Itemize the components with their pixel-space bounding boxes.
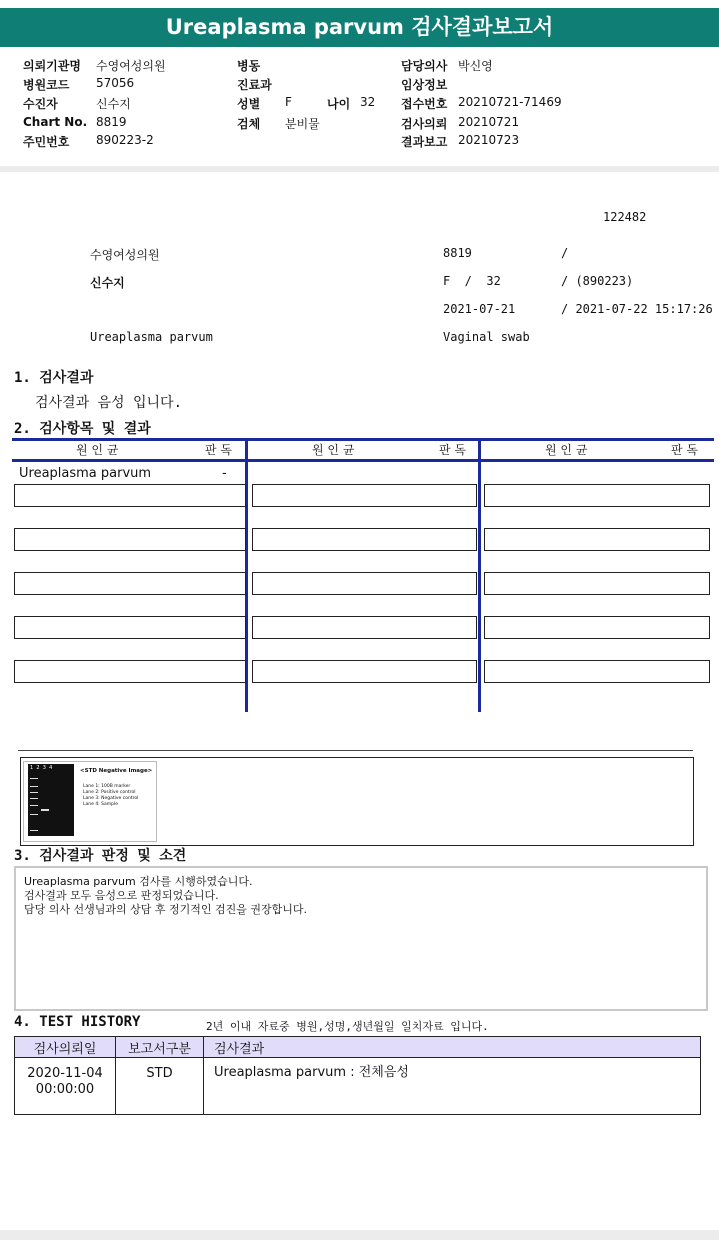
- report-patient: 신수지: [90, 276, 125, 290]
- result-cell-box: [252, 484, 477, 507]
- value-specimen: 분비물: [285, 117, 320, 131]
- result-cell-box: [14, 572, 246, 595]
- label-age: 나이: [327, 97, 351, 111]
- value-doctor: 박신영: [458, 59, 493, 73]
- label-doctor: 담당의사: [401, 59, 448, 73]
- report-test-name: Ureaplasma parvum: [90, 330, 213, 344]
- result-verdict: -: [222, 466, 227, 481]
- marker-band: [30, 786, 38, 787]
- report-slash: /: [561, 246, 569, 260]
- history-table-wrap: [14, 1036, 701, 1115]
- section2-title: 2. 검사항목 및 결과: [14, 421, 151, 437]
- gel-legend: [83, 784, 138, 808]
- col3-verdict-header: 판 독: [671, 443, 698, 457]
- report-chart: 8819: [443, 246, 472, 260]
- label-patient: 수진자: [23, 97, 58, 111]
- history-type: STD: [116, 1058, 204, 1115]
- section1-result: 검사결과 음성 입니다.: [35, 395, 183, 411]
- value-hospital-code: 57056: [96, 76, 135, 90]
- history-table: [14, 1036, 701, 1115]
- col3-organism-header: 원 인 균: [545, 443, 588, 457]
- value-resident-no: 890223-2: [96, 133, 154, 147]
- history-time: 00:00:00: [35, 1082, 95, 1097]
- value-request-date: 20210721: [458, 115, 520, 129]
- results-col-divider-2: [478, 438, 481, 712]
- gel-legend-item: Lane 3: Negative control: [83, 796, 139, 801]
- col2-verdict-header: 판 독: [439, 443, 466, 457]
- gel-top-rule: [18, 750, 693, 751]
- result-cell-box: [252, 572, 477, 595]
- history-date-cell: [15, 1058, 116, 1115]
- marker-band: [30, 805, 38, 806]
- result-cell-box: [484, 660, 710, 683]
- marker-band: [30, 798, 38, 799]
- history-header-type: 보고서구분: [116, 1037, 204, 1058]
- result-cell-box: [484, 484, 710, 507]
- col1-verdict-header: 판 독: [205, 443, 232, 457]
- result-cell-box: [484, 572, 710, 595]
- value-patient: 신수지: [96, 97, 131, 111]
- label-institution: 의뢰기관명: [23, 59, 81, 73]
- opinion-line: 검사결과 모두 음성으로 판정되었습니다.: [24, 889, 219, 902]
- report-birth: / (890223): [561, 274, 634, 288]
- section4-title: 4. TEST HISTORY: [14, 1014, 141, 1030]
- col1-organism-header: 원 인 균: [76, 443, 119, 457]
- history-note: 2년 이내 자료중 병원,성명,생년월일 일치자료 입니다.: [206, 1020, 489, 1033]
- marker-band: [30, 792, 38, 793]
- report-request-date: 2021-07-21: [443, 302, 516, 316]
- gel-legend-item: Lane 2: Positive control: [83, 790, 136, 795]
- result-organism: Ureaplasma parvum: [19, 466, 152, 481]
- value-age: 32: [360, 95, 376, 109]
- report-title: Ureaplasma parvum 검사결과보고서: [0, 8, 719, 47]
- value-report-date: 20210723: [458, 133, 520, 147]
- marker-band: [30, 778, 38, 779]
- label-department: 진료과: [237, 78, 272, 92]
- history-result: Ureaplasma parvum : 전체음성: [204, 1058, 701, 1115]
- marker-band: [30, 830, 38, 831]
- gel-legend-item: Lane 4: Sample: [83, 802, 118, 807]
- opinion-line: Ureaplasma parvum 검사를 시행하였습니다.: [24, 875, 253, 888]
- section3-title: 3. 검사결과 판정 및 소견: [14, 848, 187, 864]
- label-resident-no: 주민번호: [23, 135, 70, 149]
- result-cell-box: [252, 528, 477, 551]
- label-receipt-no: 접수번호: [401, 97, 448, 111]
- value-chart-no: 8819: [96, 115, 127, 129]
- result-cell-box: [14, 616, 246, 639]
- label-chart-no: Chart No.: [23, 115, 88, 129]
- history-date: 2020-11-04: [27, 1066, 103, 1081]
- label-clinical-info: 임상정보: [401, 78, 448, 92]
- result-cell-box: [14, 660, 246, 683]
- label-report-date: 결과보고: [401, 135, 448, 149]
- opinion-line: 담당 의사 선생님과의 상담 후 정기적인 검진을 권장합니다.: [24, 903, 307, 916]
- header-separator: [0, 166, 719, 172]
- marker-band: [30, 814, 38, 815]
- value-institution: 수영여성의원: [96, 59, 166, 73]
- label-ward: 병동: [237, 59, 261, 73]
- opinion-box: [14, 866, 708, 1011]
- col2-organism-header: 원 인 균: [312, 443, 355, 457]
- result-cell-box: [484, 528, 710, 551]
- result-cell-box: [14, 528, 246, 551]
- report-hospital: 수영여성의원: [90, 248, 160, 262]
- gel-title: <STD Negative Image>: [80, 768, 153, 774]
- history-header-date: 검사의뢰일: [15, 1037, 116, 1058]
- table-row: [15, 1058, 701, 1115]
- report-specimen: Vaginal swab: [443, 330, 530, 344]
- label-request-date: 검사의뢰: [401, 117, 448, 131]
- result-cell-box: [252, 616, 477, 639]
- value-sex: F: [285, 95, 292, 109]
- report-sex-age: F / 32: [443, 274, 501, 288]
- positive-control-band: [41, 809, 49, 811]
- label-hospital-code: 병원코드: [23, 78, 70, 92]
- gel-lane-numbers: 1 2 3 4: [30, 765, 53, 771]
- label-sex: 성별: [237, 97, 261, 111]
- result-cell-box: [484, 616, 710, 639]
- result-cell-box: [14, 484, 246, 507]
- report-datetime: / 2021-07-22 15:17:26: [561, 302, 713, 316]
- report-number: 122482: [603, 210, 647, 224]
- label-specimen: 검체: [237, 117, 261, 131]
- gel-legend-item: Lane 1: 100B marker: [83, 784, 131, 789]
- gel-photo: [28, 764, 74, 836]
- result-cell-box: [252, 660, 477, 683]
- page-bottom-gap: [0, 1230, 719, 1240]
- history-header-result: 검사결과: [204, 1037, 701, 1058]
- section1-title: 1. 검사결과: [14, 370, 94, 386]
- value-receipt-no: 20210721-71469: [458, 95, 562, 109]
